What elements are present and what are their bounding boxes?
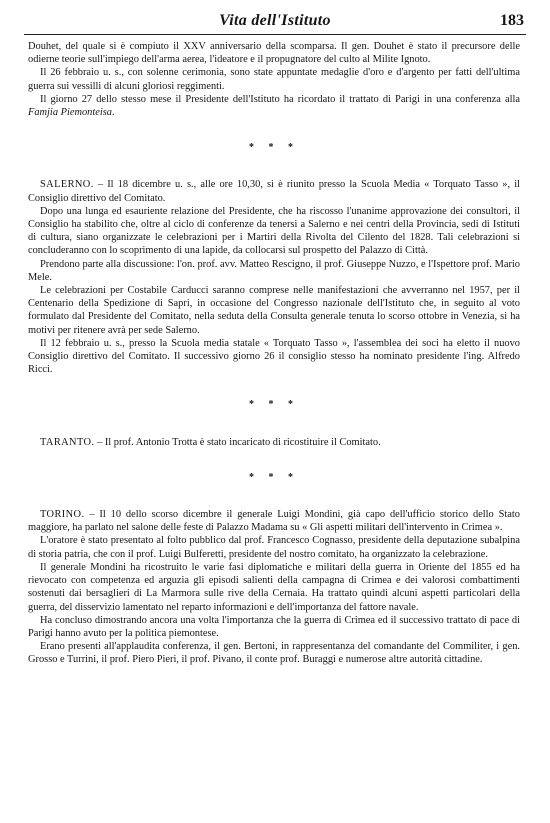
torino-paragraph-1	[28, 508, 520, 534]
taranto-paragraph-1-text: – Il prof. Antonio Trotta è stato incaricato di ricostituire il Comitato.	[94, 436, 381, 448]
famjia-piemonteisa-name: Famjia Piemonteisa	[28, 107, 112, 119]
running-title: Vita dell'Istituto	[219, 12, 331, 29]
salerno-paragraph-1-text: – Il 18 dicembre u. s., alle ore 10,30, si è riunito presso la Scuola Media « Torquato Tasso », il Consiglio direttivo del Comitato.	[28, 179, 520, 204]
taranto-paragraph-1	[28, 436, 520, 449]
salerno-heading: SALERNO.	[40, 179, 94, 191]
salerno-paragraph-2: Dopo una lunga ed esauriente relazione del Presidente, che ha riscosso l'unanime approvazione dei consultori, il Consiglio ha stabilito che, oltre al ciclo di conferenze da tenersi a Salerno e nei centri della Provincia, sedi di Istituti di cultura, siano organizzate le celebrazioni per i Martiri della Rivolta del Cilento del 1828. Tali celebrazioni si concluderanno con lo scoprimento di una lapide, da collocarsi sul prospetto del Palazzo di Città.	[28, 205, 520, 257]
salerno-paragraph-1	[28, 178, 520, 204]
torino-paragraph-5: Erano presenti all'applaudita conferenza, il gen. Bertoni, in rappresentanza del comandante del Commiliter, i gen. Grosso e Turrini, il prof. Piero Pieri, il prof. Pivano, il conte prof. Buraggi e numerose altre autorità cittadine.	[28, 641, 520, 666]
torino-heading: TORINO.	[40, 509, 85, 521]
page-body	[28, 40, 520, 667]
section-separator: * * *	[249, 471, 299, 483]
salerno-paragraph-3: Prendono parte alla discussione: l'on. prof. avv. Matteo Rescigno, il prof. Giuseppe Nuzzo, e l'Ispettore prof. Mario Mele.	[28, 258, 520, 283]
torino-paragraph-2: L'oratore è stato presentato al folto pubblico dal prof. Francesco Cognasso, presidente della deputazione subalpina di storia patria, che con il prof. Luigi Bulferetti, presidente del nostro comitato, ha organizzato la celebrazione.	[28, 535, 520, 560]
intro-paragraph-2: Il 26 febbraio u. s., con solenne cerimonia, sono state appuntate medaglie d'oro e d'argento per fatti dell'ultima guerra sui vessilli di alcuni gloriosi reggimenti.	[28, 67, 520, 92]
torino-paragraph-4: Ha concluso dimostrando ancora una volta l'importanza che la guerra di Crimea ed il successivo trattato di pace di Parigi hanno avuto per la politica piemontese.	[28, 614, 520, 639]
section-separator: * * *	[249, 142, 299, 154]
torino-paragraph-1-text: – Il 10 dello scorso dicembre il generale Luigi Mondini, già capo dell'ufficio storico dello Stato maggiore, ha parlato nel salone delle feste di Palazzo Madama su « Gli aspetti militari dell'intervento in Crimea ».	[28, 509, 520, 534]
running-header	[24, 12, 526, 35]
intro-paragraph-1: Douhet, del quale si è compiuto il XXV anniversario della scomparsa. Il gen. Douhet è stato il precursore delle odierne teorie sull'impiego dell'arma aerea, l'ideatore e il propugnatore del culto al Milite Ignoto.	[28, 41, 520, 66]
intro-paragraph-3-text: Il giorno 27 dello stesso mese il Presidente dell'Istituto ha ricordato il trattato di Parigi in una conferenza alla	[40, 93, 520, 105]
intro-paragraph-3-end: .	[111, 107, 115, 119]
section-separator: * * *	[249, 399, 299, 411]
salerno-paragraph-4: Le celebrazioni per Costabile Carducci saranno comprese nelle manifestazioni che avverranno nel 1957, per il Centenario della Spedizione di Sapri, in occasione del Congresso nazionale dell'Istituto che, in seguito al voto formulato dal Presidente del Comitato, nella seduta della Consulta generale tenuta lo scorso ottobre in Venezia, si ha motivi per ritenere avrà per sede Salerno.	[28, 285, 520, 336]
taranto-heading: TARANTO.	[40, 436, 95, 448]
torino-paragraph-3: Il generale Mondini ha ricostruito le varie fasi diplomatiche e militari della guerra in Oriente del 1855 ed ha rievocato con competenza ed arguzia gli episodi salienti della campagna di Crimea e dei valorosi combattimenti sostenuti dai bersaglieri di La Marmora sulle rive della Cernaia. Ha trattato quindi alcuni aspetti particolari della guerra, del disservizio lamentato nel reparto informazioni e dell'importanza del fattore navale.	[28, 561, 520, 613]
page-number: 183	[500, 12, 524, 29]
intro-paragraph-3	[28, 93, 520, 119]
salerno-paragraph-5: Il 12 febbraio u. s., presso la Scuola media statale « Torquato Tasso », l'assemblea dei soci ha eletto il nuovo Consiglio direttivo del Comitato. Il successivo giorno 26 il consiglio stesso ha nominato presidente l'ing. Alfredo Ricci.	[28, 337, 520, 376]
